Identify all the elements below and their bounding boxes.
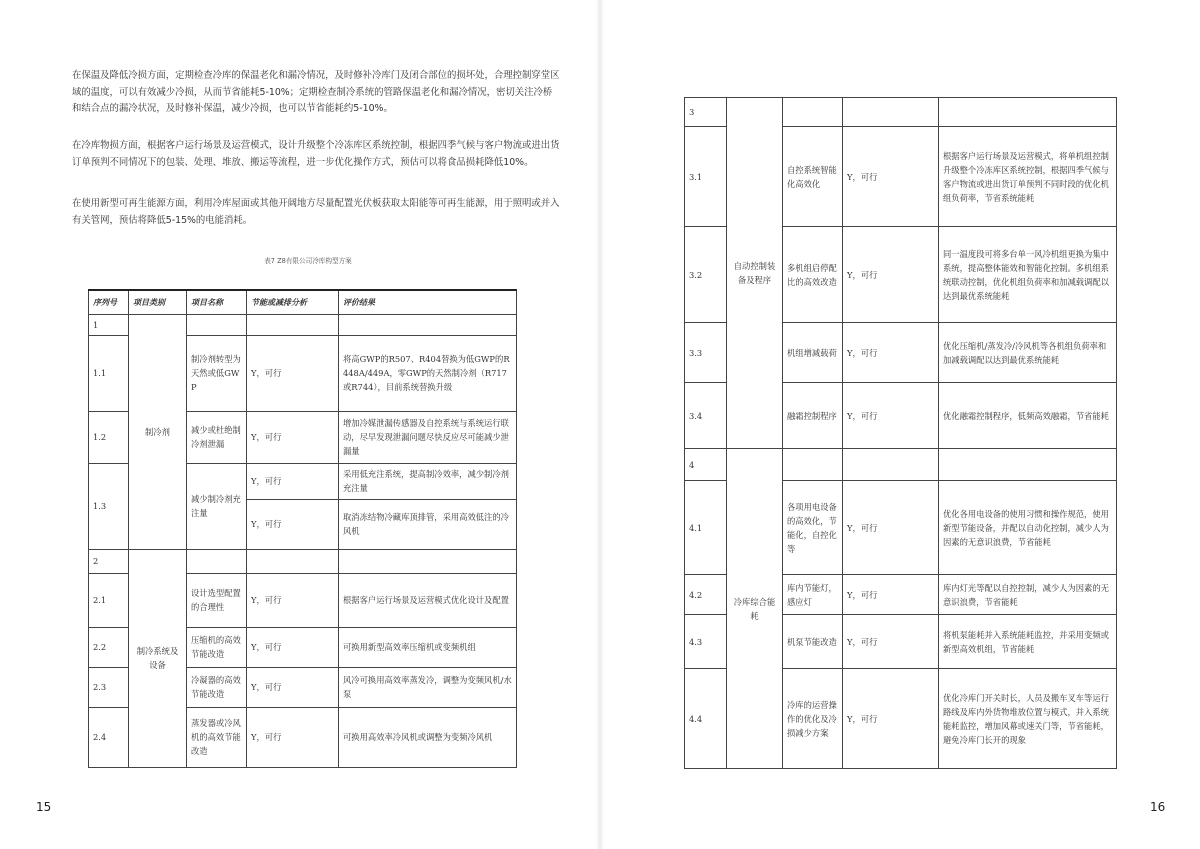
cell-seq: 3.4 bbox=[685, 383, 727, 449]
cell-category: 制冷系统及设备 bbox=[129, 549, 187, 767]
cell-seq: 2.1 bbox=[89, 573, 129, 627]
page-gutter bbox=[596, 0, 604, 849]
cell-seq: 1.3 bbox=[89, 463, 129, 549]
cell-seq: 2.4 bbox=[89, 707, 129, 767]
cell-analysis: Y，可行 bbox=[247, 573, 339, 627]
left-table bbox=[88, 289, 517, 768]
cell-name: 设计选型配置的合理性 bbox=[187, 573, 247, 627]
cell-name: 冷凝器的高效节能改造 bbox=[187, 667, 247, 707]
header-result: 评价结果 bbox=[339, 290, 517, 314]
cell-name: 压缩机的高效节能改造 bbox=[187, 627, 247, 667]
cell-seq: 2 bbox=[89, 549, 129, 573]
page-number-left: 15 bbox=[36, 800, 52, 814]
table-row bbox=[685, 98, 1117, 127]
cell-result: 优化冷库门开关时长，人员及搬车叉车等运行路线及库内外货物堆放位置与模式，并入系统能耗监控，增加风幕或速关门等，节省能耗，避免冷库门长开的现象 bbox=[939, 669, 1117, 769]
cell-seq: 3.2 bbox=[685, 227, 727, 323]
cell-name: 冷库的运营操作的优化及冷损减少方案 bbox=[783, 669, 843, 769]
page-number-right: 16 bbox=[1150, 800, 1166, 814]
table-row bbox=[685, 449, 1117, 481]
cell-result: 将机泵能耗并入系统能耗监控，并采用变频或新型高效机组，节省能耗 bbox=[939, 615, 1117, 669]
cell-result: 可换用新型高效率压缩机或变频机组 bbox=[339, 627, 517, 667]
table-row bbox=[89, 314, 517, 335]
cell-category: 制冷剂 bbox=[129, 314, 187, 549]
cell-result: 将高GWP的R507、R404替换为低GWP的R448A/449A，零GWP的天然制冷剂（R717或R744），目前系统替换升级 bbox=[339, 335, 517, 411]
cell-name: 蒸发器或冷风机的高效节能改造 bbox=[187, 707, 247, 767]
cell-result: 增加冷媒泄漏传感器及自控系统与系统运行联动，尽早发现泄漏问题尽快反应尽可能减少泄漏量 bbox=[339, 411, 517, 463]
paragraph-insulation: 在保温及降低冷损方面，定期检查冷库的保温老化和漏冷情况，及时修补冷库门及闭合部位的损坏处，合理控制穿堂区域的温度，可以有效减少冷损，从而节省能耗5-10%；定期检查制冷系统的管路保温老化和漏冷情况，密切关注冷桥和结合点的漏冷状况，及时修补保温，减少冷损，也可以节省能耗约5-10%。 bbox=[72, 70, 560, 114]
cell-seq: 3 bbox=[685, 98, 727, 127]
cell-seq: 2.3 bbox=[89, 667, 129, 707]
cell-analysis: Y，可行 bbox=[843, 669, 939, 769]
table-caption: 表7 Z8有限公司冷库构型方案 bbox=[264, 257, 352, 265]
table-row bbox=[89, 549, 517, 573]
cell-name: 制冷剂转型为天然或低GWP bbox=[187, 335, 247, 411]
cell-seq: 3.3 bbox=[685, 323, 727, 383]
cell-name: 减少或杜绝制冷剂泄漏 bbox=[187, 411, 247, 463]
cell-category: 冷库综合能耗 bbox=[727, 449, 783, 769]
cell-seq: 4.1 bbox=[685, 481, 727, 575]
cell-result: 根据客户运行场景及运营模式，将单机组控制升级整个冷冻库区系统控制，根据四季气候与客户物流或进出货订单预判不同时段的优化机组负荷率，节省系统能耗 bbox=[939, 127, 1117, 227]
cell-result: 同一温度段可将多台单一风冷机组更换为集中系统，提高整体能效和智能化控制。多机组系统联动控制，优化机组负荷率和加减载调配以达到最优系统能耗 bbox=[939, 227, 1117, 323]
cell-result: 取消冻结物冷藏库顶排管，采用高效低注的冷风机 bbox=[339, 499, 517, 549]
cell-result: 库内灯光等配以自控控制，减少人为因素的无意识浪费，节省能耗 bbox=[939, 575, 1117, 615]
cell-analysis: Y，可行 bbox=[247, 411, 339, 463]
cell-analysis: Y，可行 bbox=[843, 383, 939, 449]
cell-name: 减少制冷剂充注量 bbox=[187, 463, 247, 549]
header-name: 项目名称 bbox=[187, 290, 247, 314]
right-table bbox=[684, 97, 1117, 769]
cell-seq: 4.3 bbox=[685, 615, 727, 669]
cell-seq: 1 bbox=[89, 314, 129, 335]
cell-name: 各项用电设备的高效化，节能化，自控化等 bbox=[783, 481, 843, 575]
paragraph-renewable-energy: 在使用新型可再生能源方面，利用冷库屋面或其他开阔地方尽量配置光伏板获取太阳能等可再生能源，用于照明或并入有关管网，预估将降低5-15%的电能消耗。 bbox=[72, 198, 560, 226]
cell-analysis: Y，可行 bbox=[843, 227, 939, 323]
cell-seq: 2.2 bbox=[89, 627, 129, 667]
cell-analysis: Y，可行 bbox=[843, 127, 939, 227]
cell-category: 自动控制装备及程序 bbox=[727, 98, 783, 449]
header-seq: 序列号 bbox=[89, 290, 129, 314]
cell-result: 可换用高效率冷风机或调整为变频冷风机 bbox=[339, 707, 517, 767]
cell-analysis: Y，可行 bbox=[843, 481, 939, 575]
paragraph-product-loss: 在冷库物损方面，根据客户运行场景及运营模式，设计升级整个冷冻库区系统控制，根据四季气候与客户物流或进出货订单预判不同情况下的包装、处理、堆放、搬运等流程，进一步优化操作方式，预估可以将食品损耗降低10%。 bbox=[72, 140, 560, 168]
cell-analysis: Y，可行 bbox=[843, 575, 939, 615]
cell-analysis: Y，可行 bbox=[247, 667, 339, 707]
cell-name: 多机组启停配比的高效改造 bbox=[783, 227, 843, 323]
cell-analysis: Y，可行 bbox=[843, 615, 939, 669]
cell-seq: 1.2 bbox=[89, 411, 129, 463]
cell-seq: 4.2 bbox=[685, 575, 727, 615]
cell-name: 机泵节能改造 bbox=[783, 615, 843, 669]
cell-analysis: Y，可行 bbox=[247, 627, 339, 667]
cell-result: 风冷可换用高效率蒸发冷，调整为变频风机/水泵 bbox=[339, 667, 517, 707]
header-category: 项目类别 bbox=[129, 290, 187, 314]
cell-analysis: Y，可行 bbox=[247, 335, 339, 411]
cell-seq: 1.1 bbox=[89, 335, 129, 411]
cell-analysis: Y，可行 bbox=[247, 463, 339, 499]
cell-seq: 4.4 bbox=[685, 669, 727, 769]
table-header-row bbox=[89, 290, 517, 314]
cell-result: 优化融霜控制程序，低频高效融霜，节省能耗 bbox=[939, 383, 1117, 449]
cell-analysis: Y，可行 bbox=[247, 499, 339, 549]
cell-result: 优化压缩机/蒸发冷/冷风机等各机组负荷率和加减载调配以达到最优系统能耗 bbox=[939, 323, 1117, 383]
cell-name: 库内节能灯，感应灯 bbox=[783, 575, 843, 615]
cell-analysis: Y，可行 bbox=[843, 323, 939, 383]
cell-name: 机组增减载荷 bbox=[783, 323, 843, 383]
cell-result: 采用低充注系统，提高制冷效率，减少制冷剂充注量 bbox=[339, 463, 517, 499]
cell-result: 优化各用电设备的使用习惯和操作规范，使用新型节能设备，并配以自动化控制，减少人为因素的无意识浪费，节省能耗 bbox=[939, 481, 1117, 575]
cell-name: 自控系统智能化高效化 bbox=[783, 127, 843, 227]
cell-seq: 3.1 bbox=[685, 127, 727, 227]
cell-seq: 4 bbox=[685, 449, 727, 481]
cell-analysis: Y，可行 bbox=[247, 707, 339, 767]
header-analysis: 节能或减排分析 bbox=[247, 290, 339, 314]
cell-result: 根据客户运行场景及运营模式优化设计及配置 bbox=[339, 573, 517, 627]
cell-name: 融霜控制程序 bbox=[783, 383, 843, 449]
